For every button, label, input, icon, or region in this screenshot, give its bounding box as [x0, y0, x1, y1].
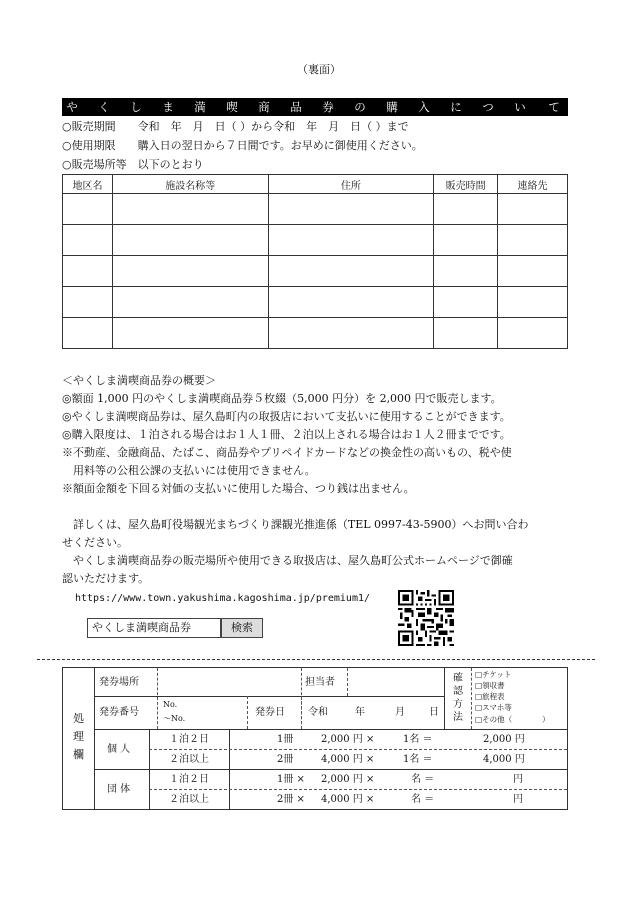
processing-label-char: 処 — [73, 712, 84, 725]
check-itinerary[interactable]: □旅程表 — [475, 692, 505, 701]
table-cell[interactable] — [498, 318, 568, 349]
processing-label-char: 理 — [73, 730, 84, 743]
check-other[interactable]: □その他（ ） — [475, 715, 550, 724]
books-count: 2冊 × — [277, 794, 305, 805]
title-char: 品 — [290, 100, 302, 114]
table-cell[interactable] — [498, 256, 568, 287]
table-row — [63, 318, 568, 349]
group-label: 団 体 — [107, 784, 131, 795]
reiwa-label: 令和 — [308, 707, 328, 718]
title-char: 喫 — [226, 100, 238, 114]
table-cell[interactable] — [434, 318, 498, 349]
search-input[interactable]: やくしま満喫商品券 — [87, 618, 221, 638]
overview-item: ◎額面 1,000 円のやくしま満喫商品券５枚綴（5,000 円分）を 2,000 円で販売します。 — [62, 392, 502, 405]
books-count: 1冊 × — [277, 774, 305, 785]
overview-item: ◎やくしま満喫商品券は、屋久島町内の取扱店において支払いに使用することができます。 — [62, 410, 511, 423]
table-cell[interactable] — [498, 194, 568, 225]
table-cell[interactable] — [268, 225, 434, 256]
stay-label: ２泊以上 — [169, 754, 209, 765]
unit-price: 4,000 円 × — [321, 754, 375, 765]
people-count: 名 ＝ — [411, 774, 435, 785]
table-cell[interactable] — [498, 225, 568, 256]
cut-line — [37, 659, 595, 660]
books-count: 1冊 — [277, 734, 294, 745]
table-cell[interactable] — [63, 287, 113, 318]
contact-line: 詳しくは、屋久島町役場観光まちづくり課観光推進係（TEL 0997-43-5900）へお問い合わ — [62, 518, 529, 531]
total-amount: 4,000 円 — [483, 754, 525, 765]
header-contact: 連絡先 — [498, 175, 568, 194]
unit-price: 2,000 円 × — [321, 774, 375, 785]
year-label: 年 — [355, 707, 365, 718]
number-from: No. — [163, 700, 178, 709]
table-cell[interactable] — [498, 287, 568, 318]
total-amount: 円 — [513, 794, 523, 805]
stay-label: ２泊以上 — [169, 794, 209, 805]
overview-item: ※不動産、金融商品、たばこ、商品券やプリペイドカードなどの換金性の高いもの、税や使 — [62, 446, 512, 459]
title-char: に — [450, 100, 462, 114]
title-char: く — [98, 100, 110, 114]
issue-number-label: 発券番号 — [99, 707, 139, 718]
table-cell[interactable] — [434, 194, 498, 225]
table-cell[interactable] — [63, 318, 113, 349]
title-char: 入 — [418, 100, 430, 114]
sale-place: ○販売場所等 以下のとおり — [62, 158, 204, 171]
processing-section — [62, 667, 568, 810]
contact-line: やくしま満喫商品券の販売場所や使用できる取扱店は、屋久島町公式ホームページで御確 — [62, 554, 513, 567]
shop-table — [62, 174, 568, 349]
title-char: や — [66, 100, 78, 114]
overview-item: 用料等の公租公課の支払いには使用できません。 — [62, 464, 316, 477]
processing-label-char: 欄 — [73, 748, 84, 761]
title-char: 購 — [386, 100, 398, 114]
stay-label: １泊２日 — [169, 774, 209, 785]
table-row — [63, 287, 568, 318]
search-button[interactable]: 検索 — [221, 618, 263, 638]
title-char: い — [514, 100, 526, 114]
month-label: 月 — [395, 707, 405, 718]
overview-heading: ＜やくしま満喫商品券の概要＞ — [62, 374, 216, 387]
table-cell[interactable] — [434, 287, 498, 318]
homepage-url[interactable]: https://www.town.yakushima.kagoshima.jp/premium1/ — [75, 593, 371, 604]
total-amount: 円 — [513, 774, 523, 785]
title-char: 満 — [194, 100, 206, 114]
title-bar — [62, 98, 568, 116]
header-address: 住所 — [268, 175, 434, 194]
overview-item: ※額面金額を下回る対価の支払いに使用した場合、つり銭は出ません。 — [62, 482, 415, 495]
sale-period: ○販売期間 令和 年 月 日（ ）から令和 年 月 日（ ）まで — [62, 120, 409, 133]
title-char: し — [130, 100, 142, 114]
table-cell[interactable] — [63, 194, 113, 225]
stay-label: １泊２日 — [169, 734, 209, 745]
books-count: 2冊 — [277, 754, 294, 765]
people-count: 1名 ＝ — [403, 754, 433, 765]
unit-price: 4,000 円 × — [321, 794, 375, 805]
qr-code-icon — [398, 590, 454, 646]
people-count: 名 ＝ — [411, 794, 435, 805]
unit-price: 2,000 円 × — [321, 734, 375, 745]
table-cell[interactable] — [112, 225, 268, 256]
individual-label: 個 人 — [107, 744, 131, 755]
use-period: ○使用期限 購入日の翌日から７日間です。お早めに御使用ください。 — [62, 139, 423, 152]
overview-item: ◎購入限度は、１泊される場合はお１人１冊、２泊以上される場合はお１人２冊までです。 — [62, 428, 511, 441]
table-cell[interactable] — [268, 287, 434, 318]
check-smartphone[interactable]: □スマホ等 — [475, 703, 512, 712]
confirm-method-char: 法 — [453, 712, 463, 723]
issue-date-label: 発券日 — [255, 707, 285, 718]
title-char: ま — [162, 100, 174, 114]
table-row — [63, 225, 568, 256]
people-count: 1名 ＝ — [403, 734, 433, 745]
title-char: て — [548, 100, 560, 114]
table-cell[interactable] — [434, 256, 498, 287]
title-char: 券 — [322, 100, 334, 114]
header-area: 地区名 — [63, 175, 113, 194]
table-header-row — [63, 175, 568, 194]
table-cell[interactable] — [268, 194, 434, 225]
table-cell[interactable] — [112, 256, 268, 287]
confirm-method-char: 確 — [453, 673, 463, 684]
header-facility: 施設名称等 — [112, 175, 268, 194]
table-row — [63, 256, 568, 287]
issue-place-label: 発券場所 — [99, 677, 139, 688]
table-cell[interactable] — [112, 194, 268, 225]
title-char: つ — [482, 100, 494, 114]
table-cell[interactable] — [112, 318, 268, 349]
table-cell[interactable] — [268, 318, 434, 349]
header-hours: 販売時間 — [434, 175, 498, 194]
contact-line: 認いただけます。 — [62, 572, 150, 585]
contact-line: せください。 — [62, 536, 128, 549]
confirm-method-char: 方 — [453, 699, 463, 710]
number-to: ～No. — [163, 714, 186, 723]
page-side-label: （裏面） — [297, 63, 341, 76]
table-cell[interactable] — [112, 287, 268, 318]
confirm-method-char: 認 — [453, 686, 463, 697]
person-in-charge-label: 担当者 — [305, 677, 335, 688]
table-cell[interactable] — [268, 256, 434, 287]
table-row — [63, 194, 568, 225]
table-cell[interactable] — [63, 225, 113, 256]
table-cell[interactable] — [63, 256, 113, 287]
check-ticket[interactable]: □チケット — [475, 670, 512, 679]
title-char: の — [354, 100, 366, 114]
day-label: 日 — [429, 707, 439, 718]
table-cell[interactable] — [434, 225, 498, 256]
total-amount: 2,000 円 — [483, 734, 525, 745]
title-char: 商 — [258, 100, 270, 114]
check-receipt[interactable]: □領収書 — [475, 681, 505, 690]
